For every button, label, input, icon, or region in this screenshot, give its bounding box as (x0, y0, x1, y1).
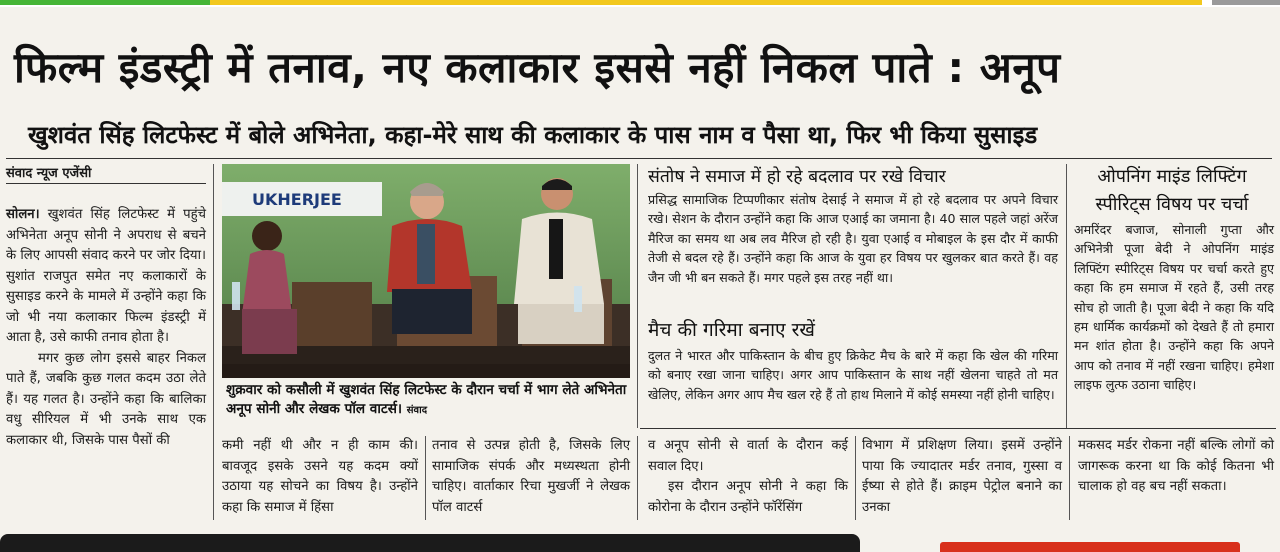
section-body-opening-mind: अमरिंदर बजाज, सोनाली गुप्ता और अभिनेत्री पूजा बेदी ने ओपनिंग माइंड लिफ्टिंग स्पीरिट्स विषय पर चर्चा करते हुए कहा कि हम समाज में रहते हैं, उसी तरह सोच हो जाती है। पूजा बेदी ने कहा कि यदि हम धार्मिक कार्यक्रमों को देखते हैं तो हमारा मन शांत होता है। उन्होंने कहा कि अपने आप को तनाव में नहीं रखना चाहिए। हमेशा लाइफ लुत्फ उठाना चाहिए। (1074, 222, 1274, 393)
event-photo (222, 164, 630, 378)
next-headline-fragment (0, 534, 860, 552)
section-title-opening-mind: ओपनिंग माइंड लिफ्टिंग स्पीरिट्स विषय पर चर्चा (1095, 166, 1249, 215)
paragraph: इस दौरान अनूप सोनी ने कहा कि कोरोना के दौरान उन्होंने फॉरेंसिंग (648, 479, 848, 515)
column-divider (637, 436, 638, 520)
column-divider (1069, 436, 1070, 520)
headline: फिल्म इंडस्ट्री में तनाव, नए कलाकार इससे नहीं निकल पाते : अनूप (14, 43, 1061, 92)
article-column-1 (6, 205, 206, 451)
section-body-santosh: प्रसिद्ध सामाजिक टिप्पणीकार संतोष देसाई ने समाज में हो रहे बदलाव पर अपने विचार रखे। सेशन के दौरान उन्होंने कहा कि आज एआई का जमाना है। 40 साल पहले जहां अरेंज मैरिज का समय था अब लव मैरिज हो रही है। युवा एआई व मोबाइल के इस दौर में काफी तेजी से बदल रहे हैं। उन्होंने कहा कि आज के युवा हर विषय पर खुलकर बात करते हैं। वह जैन जी भी बन सकते हैं। मगर पहले इस तरह नहीं था। (648, 192, 1058, 285)
column-divider (425, 436, 426, 520)
article-column-2: कमी नहीं थी और न ही काम की। बावजूद इसके उसने यह कदम क्यों उठाया यह सोचने का विषय है। उन्होंने कहा कि समाज में हिंसा (222, 438, 418, 515)
article-column-4 (648, 436, 848, 518)
photo-credit: संवाद (406, 405, 428, 416)
top-bar-gray (1212, 0, 1280, 5)
subhead-rule (6, 158, 1272, 159)
section-title-santosh: संतोष ने समाज में हो रहे बदलाव पर रखे विचार (648, 167, 946, 187)
red-banner-fragment (940, 542, 1240, 552)
article-column-6: मकसद मर्डर रोकना नहीं बल्कि लोगों को जागरूक करना था कि कोई कितना भी चालाक हो वह बच नहीं सकता। (1078, 438, 1274, 494)
caption-text: शुक्रवार को कसौली में खुशवंत सिंह लिटफेस्ट के दौरान चर्चा में भाग लेते अभिनेता अनूप सोनी और लेखक पॉल वाटर्स। (226, 382, 627, 417)
byline: संवाद न्यूज एजेंसी (6, 166, 92, 181)
section-title-match: मैच की गरिमा बनाए रखें (648, 319, 815, 341)
paragraph (6, 205, 206, 349)
column-divider (1066, 164, 1067, 428)
dateline: सोलन। (6, 207, 40, 222)
paragraph: व अनूप सोनी से वार्ता के दौरान कई सवाल दिए। (648, 438, 848, 474)
byline-rule (6, 183, 206, 184)
subheadline: खुशवंत सिंह लिटफेस्ट में बोले अभिनेता, कहा-मेरे साथ की कलाकार के पास नाम व पैसा था, फिर भी किया सुसाइड (28, 121, 1038, 149)
paragraph: मगर कुछ लोग इससे बाहर निकल पाते हैं, जबकि कुछ गलत कदम उठा लेते हैं। यह गलत है। उन्होंने कहा कि बालिका वधु सीरियल में भी उनके साथ एक कलाकार थी, जिसके पास पैसों की (6, 350, 206, 448)
article-column-3: तनाव से उत्पन्न होती है, जिसके लिए सामाजिक संपर्क और मध्यस्थता होनी चाहिए। वार्ताकार रिचा मुखर्जी ने लेखक पॉल वाटर्स (432, 438, 630, 515)
photo-caption (226, 381, 630, 420)
column-divider (637, 164, 638, 428)
top-bar-green (0, 0, 210, 5)
paragraph-text: खुशवंत सिंह लिटफेस्ट में पहुंचे अभिनेता अनूप सोनी ने अपराध से बचने के लिए आपसी संवाद करने पर जोर दिया। सुशांत राजपुत समेत नए कलाकारों के सुसाइड करने के मामले में उन्होंने कहा कि जो भी नया कलाकार फिल्म इंडस्ट्री में आता है, उसे काफी तनाव होता है। (6, 207, 206, 345)
section-body-match: दुलत ने भारत और पाकिस्तान के बीच हुए क्रिकेट मैच के बारे में कहा कि खेल की गरिमा को बनाए रखा जाना चाहिए। अगर आप पाकिस्तान के साथ नहीं खेलना चाहते तो मत खेलिए, लेकिन अगर आप मैच खल रहे हैं तो हाथ मिलाने में कोई समस्या नहीं होनी चाहिए। (648, 348, 1058, 402)
section-bottom-rule (640, 428, 1276, 429)
banner-text: UKHERJEE (252, 190, 342, 209)
top-bar-yellow (210, 0, 1202, 5)
article-column-5: विभाग में प्रशिक्षण लिया। इसमें उन्होंने पाया कि ज्यादातर मर्डर तनाव, गुस्सा व ईष्या से होते हैं। क्राइम पेट्रोल बनाने का उनका (862, 438, 1062, 515)
next-article-strip (0, 530, 1280, 552)
column-divider (855, 436, 856, 520)
top-color-bar (0, 0, 1280, 7)
column-divider (213, 164, 214, 520)
